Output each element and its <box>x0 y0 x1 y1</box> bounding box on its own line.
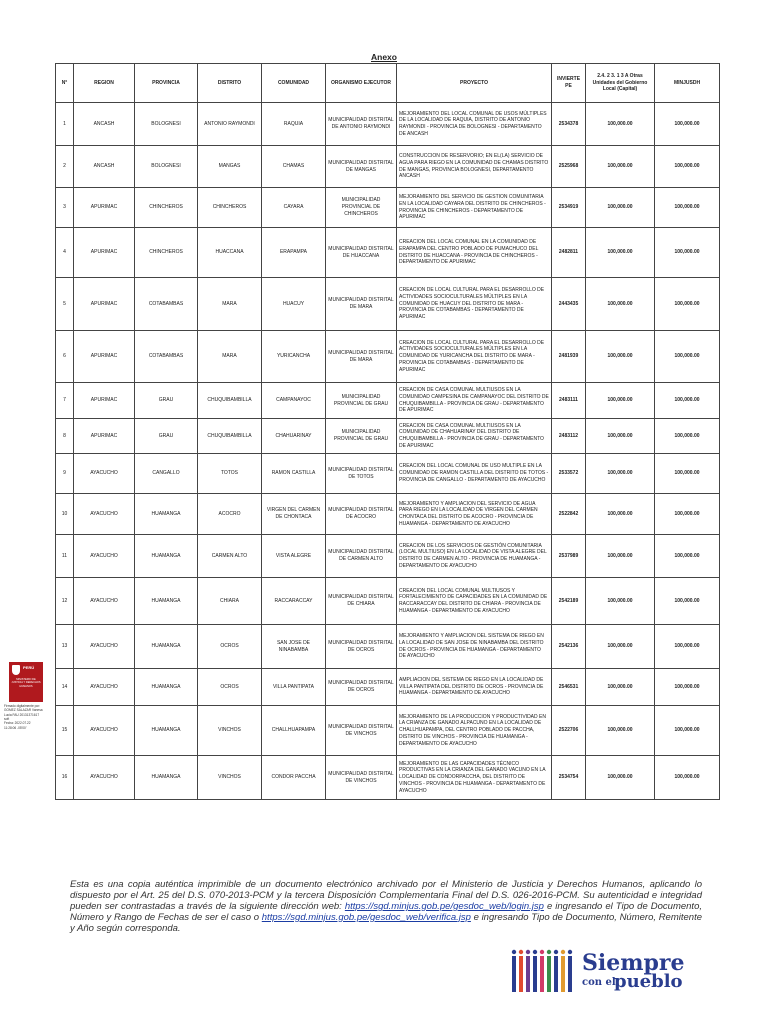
person-body-bar <box>561 956 565 992</box>
proyecto-cell: AMPLIACION DEL SISTEMA DE RIEGO EN LA LOCALIDAD DE VILLA PANTIPATA DEL DISTRITO DE OCROS - PROVINCIA DE HUAMANGA - DEPARTAMENTO DE AYACUCHO <box>397 669 552 706</box>
row-number: 13 <box>56 625 74 669</box>
organismo-cell: MUNICIPALIDAD DISTRITAL DE TOTOS <box>326 454 397 494</box>
person-body-bar <box>512 956 516 992</box>
comunidad-cell: CHALLHUAPAMPA <box>262 706 326 756</box>
comunidad-cell: CHAMAS <box>262 146 326 188</box>
logo-label: PERÚ <box>23 665 35 670</box>
invierte-cell: 2534919 <box>552 188 586 228</box>
distrito-cell: ANTONIO RAYMONDI <box>198 103 262 146</box>
row-number: 14 <box>56 669 74 706</box>
brand-word-con-el: con el <box>582 977 616 988</box>
verify-link[interactable]: https://sgd.minjus.gob.pe/gesdoc_web/verifica.jsp <box>261 911 471 923</box>
region-cell: APURIMAC <box>74 331 135 383</box>
comunidad-cell: HUACUY <box>262 278 326 331</box>
region-cell: APURIMAC <box>74 383 135 419</box>
proyecto-cell: CREACION DE CASA COMUNAL MULTIUSOS EN LA COMUNIDAD DE CHAHUARINAY DEL DISTRITO DE CHUQUIBAMBILLA - PROVINCIA DE GRAU - DEPARTAMENTO DE APURIMAC <box>397 419 552 454</box>
minjusdh-cell: 100,000.00 <box>655 625 720 669</box>
minjusdh-cell: 100,000.00 <box>655 146 720 188</box>
otras-unidades-cell: 100,000.00 <box>586 103 655 146</box>
comunidad-cell: VISTA ALEGRE <box>262 535 326 578</box>
provincia-cell: CANGALLO <box>135 454 198 494</box>
provincia-cell: BOLOGNESI <box>135 103 198 146</box>
otras-unidades-cell: 100,000.00 <box>586 278 655 331</box>
table-row <box>56 146 720 188</box>
otras-unidades-cell: 100,000.00 <box>586 331 655 383</box>
annex-table <box>55 63 720 800</box>
otras-unidades-cell: 100,000.00 <box>586 535 655 578</box>
signature-line: soft <box>4 716 10 721</box>
person-head-icon <box>540 950 544 954</box>
otras-unidades-cell: 100,000.00 <box>586 228 655 278</box>
proyecto-cell: CREACION DE LOCAL CULTURAL PARA EL DESARROLLO DE ACTIVIDADES SOCIOCULTURALES MÚLTIPLES EN LA COMUNIDAD DE HUACUY DEL DISTRITO DE MARA - PROVINCIA DE COTABAMBAS - DEPARTAMENTO DE APURIMAC <box>397 278 552 331</box>
header-comunidad: COMUNIDAD <box>262 64 326 103</box>
table-row <box>56 625 720 669</box>
provincia-cell: CHINCHEROS <box>135 228 198 278</box>
person-body-bar <box>533 956 537 992</box>
region-cell: AYACUCHO <box>74 578 135 625</box>
minjusdh-cell: 100,000.00 <box>655 419 720 454</box>
signature-details <box>4 704 48 730</box>
region-cell: AYACUCHO <box>74 454 135 494</box>
comunidad-cell: CHAHUARINAY <box>262 419 326 454</box>
row-number: 2 <box>56 146 74 188</box>
invierte-cell: 2533572 <box>552 454 586 494</box>
row-number: 12 <box>56 578 74 625</box>
person-body-bar <box>568 956 572 992</box>
signature-line: Lucia FAU 20131371617 <box>4 712 40 717</box>
table-row <box>56 669 720 706</box>
minjusdh-cell: 100,000.00 <box>655 383 720 419</box>
comunidad-cell: CAMPANAYOC <box>262 383 326 419</box>
table-header-row <box>56 64 720 103</box>
person-head-icon <box>561 950 565 954</box>
comunidad-cell: RACCARACCAY <box>262 578 326 625</box>
region-cell: ANCASH <box>74 103 135 146</box>
proyecto-cell: CREACION DEL LOCAL COMUNAL EN LA COMUNIDAD DE ERAPAMPA DEL CENTRO POBLADO DE PUMACHUCO DEL DISTRITO DE HUACCANA - PROVINCIA DE CHINCHEROS - DEPARTAMENTO DE APURIMAC <box>397 228 552 278</box>
region-cell: AYACUCHO <box>74 669 135 706</box>
table-row <box>56 756 720 800</box>
distrito-cell: CHIARA <box>198 578 262 625</box>
row-number: 1 <box>56 103 74 146</box>
comunidad-cell: CONDOR PACCHA <box>262 756 326 800</box>
provincia-cell: HUAMANGA <box>135 625 198 669</box>
siempre-con-el-pueblo-logo <box>510 948 710 998</box>
person-head-icon <box>547 950 551 954</box>
header-distrito: DISTRITO <box>198 64 262 103</box>
region-cell: ANCASH <box>74 146 135 188</box>
row-number: 16 <box>56 756 74 800</box>
signature-line: GOMEZ SALAZAR Vanesa <box>4 708 43 713</box>
minjusdh-cell: 100,000.00 <box>655 756 720 800</box>
table-row <box>56 494 720 535</box>
brand-word-pueblo: pueblo <box>614 971 683 992</box>
comunidad-cell: VILLA PANTIPATA <box>262 669 326 706</box>
digital-signature-stamp <box>4 662 48 730</box>
organismo-cell: MUNICIPALIDAD DISTRITAL DE OCROS <box>326 625 397 669</box>
region-cell: APURIMAC <box>74 228 135 278</box>
region-cell: AYACUCHO <box>74 706 135 756</box>
proyecto-cell: CONSTRUCCION DE RESERVORIO; EN EL(LA) SERVICIO DE AGUA PARA RIEGO EN LA COMUNIDAD DE CHAMAS DISTRITO DE MANGAS, PROVINCIA BOLOGNESI, DEPARTAMENTO ANCASH <box>397 146 552 188</box>
row-number: 4 <box>56 228 74 278</box>
invierte-cell: 2534754 <box>552 756 586 800</box>
minjusdh-cell: 100,000.00 <box>655 494 720 535</box>
table-row <box>56 578 720 625</box>
login-link[interactable]: https://sgd.minjus.gob.pe/gesdoc_web/login.jsp <box>344 900 544 912</box>
comunidad-cell: ERAPAMPA <box>262 228 326 278</box>
distrito-cell: ACOCRO <box>198 494 262 535</box>
proyecto-cell: MEJORAMIENTO Y AMPLIACION DEL SERVICIO DE AGUA PARA RIEGO EN LA LOCALIDAD DE VIRGEN DEL CARMEN CHONTACA DEL DISTRITO DE ACOCRO - PROVINCIA DE HUAMANGA - DEPARTAMENTO DE AYACUCHO <box>397 494 552 535</box>
person-head-icon <box>533 950 537 954</box>
distrito-cell: CARMEN ALTO <box>198 535 262 578</box>
proyecto-cell: MEJORAMIENTO DE LAS CAPACIDADES TÉCNICO PRODUCTIVAS EN LA CRIANZA DEL GANADO VACUNO EN LA LOCALIDAD DE CONDORPACCHA, DEL DISTRITO DE VINCHOS - PROVINCIA DE HUAMANGA - DEPARTAMENTO DE AYACUCHO <box>397 756 552 800</box>
organismo-cell: MUNICIPALIDAD DISTRITAL DE ANTONIO RAYMONDI <box>326 103 397 146</box>
organismo-cell: MUNICIPALIDAD DISTRITAL DE CARMEN ALTO <box>326 535 397 578</box>
minjusdh-cell: 100,000.00 <box>655 578 720 625</box>
provincia-cell: CHINCHEROS <box>135 188 198 228</box>
signature-line: Fecha: 2022.07.22 <box>4 721 31 726</box>
region-cell: APURIMAC <box>74 278 135 331</box>
minjusdh-cell: 100,000.00 <box>655 706 720 756</box>
provincia-cell: HUAMANGA <box>135 535 198 578</box>
note-text: Esta es una copia auténtica imprimible de un documento electrónico archivado por el Ministerio de Justicia y Derechos Humanos, aplicando lo dispuesto por el Art. 25 del D.S. 070-2013-PCM y la tercera Disposición Complementaria Final del D.S. 026-2016-PCM. Su autenticidad e integridad pueden ser contrastadas a través de la siguiente dirección web: <box>70 879 702 912</box>
distrito-cell: CHINCHEROS <box>198 188 262 228</box>
header-n: N° <box>56 64 74 103</box>
provincia-cell: HUAMANGA <box>135 669 198 706</box>
distrito-cell: MANGAS <box>198 146 262 188</box>
minjusdh-cell: 100,000.00 <box>655 454 720 494</box>
provincia-cell: COTABAMBAS <box>135 331 198 383</box>
signature-line: Firmado digitalmente por: <box>4 704 41 708</box>
region-cell: AYACUCHO <box>74 625 135 669</box>
minjusdh-cell: 100,000.00 <box>655 228 720 278</box>
table-row <box>56 278 720 331</box>
person-body-bar <box>547 956 551 992</box>
provincia-cell: HUAMANGA <box>135 578 198 625</box>
person-head-icon <box>519 950 523 954</box>
distrito-cell: OCROS <box>198 669 262 706</box>
invierte-cell: 2482811 <box>552 228 586 278</box>
minjusdh-cell: 100,000.00 <box>655 278 720 331</box>
provincia-cell: GRAU <box>135 383 198 419</box>
header-region: REGION <box>74 64 135 103</box>
person-body-bar <box>526 956 530 992</box>
distrito-cell: MARA <box>198 278 262 331</box>
otras-unidades-cell: 100,000.00 <box>586 578 655 625</box>
shield-icon <box>12 665 20 675</box>
brand-word-siempre: Siempre <box>582 950 685 976</box>
region-cell: AYACUCHO <box>74 535 135 578</box>
table-row <box>56 331 720 383</box>
region-cell: APURIMAC <box>74 188 135 228</box>
proyecto-cell: MEJORAMIENTO DEL SERVICIO DE GESTION COMUNITARIA EN LA LOCALIDAD CAYARA DEL DISTRITO DE CHINCHEROS - PROVINCIA DE CHINCHEROS - DEPARTAMENTO DE APURIMAC <box>397 188 552 228</box>
otras-unidades-cell: 100,000.00 <box>586 669 655 706</box>
person-head-icon <box>526 950 530 954</box>
row-number: 6 <box>56 331 74 383</box>
invierte-cell: 2481939 <box>552 331 586 383</box>
invierte-cell: 2542136 <box>552 625 586 669</box>
invierte-cell: 2522842 <box>552 494 586 535</box>
table-row <box>56 535 720 578</box>
table-row <box>56 383 720 419</box>
organismo-cell: MUNICIPALIDAD PROVINCIAL DE GRAU <box>326 383 397 419</box>
ministry-logo <box>9 662 43 702</box>
distrito-cell: CHUQUIBAMBILLA <box>198 419 262 454</box>
otras-unidades-cell: 100,000.00 <box>586 756 655 800</box>
region-cell: APURIMAC <box>74 419 135 454</box>
region-cell: AYACUCHO <box>74 494 135 535</box>
provincia-cell: HUAMANGA <box>135 494 198 535</box>
header-organismo: ORGANISMO EJECUTOR <box>326 64 397 103</box>
proyecto-cell: MEJORAMIENTO DEL LOCAL COMUNAL DE USOS MÚLTIPLES DE LA LOCALIDAD DE RAQUIA, DISTRITO DE ANTONIO RAYMONDI - PROVINCIA DE BOLOGNESI - DEPARTAMENTO DE ANCASH <box>397 103 552 146</box>
proyecto-cell: CREACION DE LOS SERVICIOS DE GESTIÓN COMUNITARIA (LOCAL MULTIUSO) EN LA LOCALIDAD DE VISTA ALEGRE DEL DISTRITO DE CARMEN ALTO - PROVINCIA DE HUAMANGA - DEPARTAMENTO DE AYACUCHO <box>397 535 552 578</box>
minjusdh-cell: 100,000.00 <box>655 188 720 228</box>
otras-unidades-cell: 100,000.00 <box>586 419 655 454</box>
person-head-icon <box>512 950 516 954</box>
otras-unidades-cell: 100,000.00 <box>586 494 655 535</box>
provincia-cell: HUAMANGA <box>135 756 198 800</box>
comunidad-cell: YURICANCHA <box>262 331 326 383</box>
table-row <box>56 188 720 228</box>
comunidad-cell: SAN JOSE DE NINABAMBA <box>262 625 326 669</box>
table-row <box>56 706 720 756</box>
invierte-cell: 2542189 <box>552 578 586 625</box>
page-title: Anexo <box>371 52 397 62</box>
table-row <box>56 103 720 146</box>
header-minjusdh: MINJUSDH <box>655 64 720 103</box>
distrito-cell: MARA <box>198 331 262 383</box>
row-number: 15 <box>56 706 74 756</box>
proyecto-cell: CREACION DEL LOCAL COMUNAL MULTIUSOS Y FORTALECIMIENTO DE CAPACIDADES EN LA COMUNIDAD DE RACCARACCAY DEL DISTRITO DE CHIARA - PROVINCIA DE HUAMANGA - DEPARTAMENTO DE AYACUCHO <box>397 578 552 625</box>
proyecto-cell: MEJORAMIENTO Y AMPLIACION DEL SISTEMA DE RIEGO EN LA LOCALIDAD DE SAN JOSE DE NINABAMBA DEL DISTRITO DE OCROS - PROVINCIA DE HUAMANGA - DEPARTAMENTO DE AYACUCHO <box>397 625 552 669</box>
organismo-cell: MUNICIPALIDAD DISTRITAL DE MARA <box>326 331 397 383</box>
distrito-cell: TOTOS <box>198 454 262 494</box>
row-number: 11 <box>56 535 74 578</box>
row-number: 10 <box>56 494 74 535</box>
organismo-cell: MUNICIPALIDAD DISTRITAL DE HUACCANA <box>326 228 397 278</box>
comunidad-cell: RAMON CASTILLA <box>262 454 326 494</box>
proyecto-cell: CREACION DEL LOCAL COMUNAL DE USO MULTIPLE EN LA COMUNIDAD DE RAMON CASTILLA DEL DISTRITO DE TOTOS - PROVINCIA DE CANGALLO - DEPARTAMENTO DE AYACUCHO <box>397 454 552 494</box>
header-provincia: PROVINCIA <box>135 64 198 103</box>
organismo-cell: MUNICIPALIDAD DISTRITAL DE MARA <box>326 278 397 331</box>
distrito-cell: VINCHOS <box>198 756 262 800</box>
otras-unidades-cell: 100,000.00 <box>586 383 655 419</box>
invierte-cell: 2534378 <box>552 103 586 146</box>
organismo-cell: MUNICIPALIDAD DISTRITAL DE ACOCRO <box>326 494 397 535</box>
provincia-cell: HUAMANGA <box>135 706 198 756</box>
header-proyecto: PROYECTO <box>397 64 552 103</box>
table-row <box>56 454 720 494</box>
ministry-name: MINISTERIO DE JUSTICIA Y DERECHOS HUMANOS <box>11 678 41 688</box>
organismo-cell: MUNICIPALIDAD PROVINCIAL DE CHINCHEROS <box>326 188 397 228</box>
row-number: 3 <box>56 188 74 228</box>
comunidad-cell: VIRGEN DEL CARMEN DE CHONTACA <box>262 494 326 535</box>
row-number: 9 <box>56 454 74 494</box>
minjusdh-cell: 100,000.00 <box>655 669 720 706</box>
organismo-cell: MUNICIPALIDAD DISTRITAL DE CHIARA <box>326 578 397 625</box>
proyecto-cell: MEJORAMIENTO DE LA PRODUCCION Y PRODUCTIVIDAD EN LA CRIANZA DE GANADO ALPACUNO EN LA LOCALIDAD DE CHALLHUAPAMPA, DEL CENTRO POBLADO DE PACCHA, DISTRITO DE VINCHOS - PROVINCIA DE HUAMANGA - DEPARTAMENTO DE AYACUCHO <box>397 706 552 756</box>
provincia-cell: BOLOGNESI <box>135 146 198 188</box>
invierte-cell: 2483112 <box>552 419 586 454</box>
provincia-cell: COTABAMBAS <box>135 278 198 331</box>
provincia-cell: GRAU <box>135 419 198 454</box>
person-body-bar <box>554 956 558 992</box>
people-bars-icon <box>510 948 576 994</box>
otras-unidades-cell: 100,000.00 <box>586 146 655 188</box>
proyecto-cell: CREACION DE LOCAL CULTURAL PARA EL DESARROLLO DE ACTIVIDADES SOCIOCULTURALES MÚLTIPLES EN LA COMUNIDAD DE YURICANCHA DEL DISTRITO DE MARA - PROVINCIA DE COTABAMBAS - DEPARTAMENTO DE APURIMAC <box>397 331 552 383</box>
row-number: 7 <box>56 383 74 419</box>
distrito-cell: OCROS <box>198 625 262 669</box>
otras-unidades-cell: 100,000.00 <box>586 625 655 669</box>
organismo-cell: MUNICIPALIDAD DISTRITAL DE MANGAS <box>326 146 397 188</box>
organismo-cell: MUNICIPALIDAD DISTRITAL DE OCROS <box>326 669 397 706</box>
header-invierte: INVIERTE PE <box>552 64 586 103</box>
header-otras-unidades: 2.4. 2 3. 1 3 A Otras Unidades del Gobierno Local (Capital) <box>586 64 655 103</box>
person-head-icon <box>554 950 558 954</box>
table-row <box>56 228 720 278</box>
minjusdh-cell: 100,000.00 <box>655 331 720 383</box>
otras-unidades-cell: 100,000.00 <box>586 188 655 228</box>
invierte-cell: 2522706 <box>552 706 586 756</box>
row-number: 8 <box>56 419 74 454</box>
row-number: 5 <box>56 278 74 331</box>
region-cell: AYACUCHO <box>74 756 135 800</box>
minjusdh-cell: 100,000.00 <box>655 535 720 578</box>
person-body-bar <box>519 956 523 992</box>
comunidad-cell: CAYARA <box>262 188 326 228</box>
organismo-cell: MUNICIPALIDAD PROVINCIAL DE GRAU <box>326 419 397 454</box>
distrito-cell: VINCHOS <box>198 706 262 756</box>
authenticity-note <box>70 880 702 935</box>
person-body-bar <box>540 956 544 992</box>
invierte-cell: 2443435 <box>552 278 586 331</box>
proyecto-cell: CREACION DE CASA COMUNAL MULTIUSOS EN LA COMUNIDAD CAMPESINA DE CAMPANAYOC DEL DISTRITO DE CHUQUIBAMBILLA - PROVINCIA DE GRAU - DEPARTAMENTO DE APURIMAC <box>397 383 552 419</box>
invierte-cell: 2525968 <box>552 146 586 188</box>
invierte-cell: 2546531 <box>552 669 586 706</box>
minjusdh-cell: 100,000.00 <box>655 103 720 146</box>
otras-unidades-cell: 100,000.00 <box>586 706 655 756</box>
distrito-cell: HUACCANA <box>198 228 262 278</box>
table-row <box>56 419 720 454</box>
organismo-cell: MUNICIPALIDAD DISTRITAL DE VINCHOS <box>326 706 397 756</box>
note-text: e ingresando Tipo de Documento, Número, Remitente y Año según corresponda. <box>70 911 702 934</box>
invierte-cell: 2537989 <box>552 535 586 578</box>
comunidad-cell: RAQUIA <box>262 103 326 146</box>
signature-line: 11:28:06 -05'00' <box>4 725 27 730</box>
otras-unidades-cell: 100,000.00 <box>586 454 655 494</box>
person-head-icon <box>568 950 572 954</box>
note-text: e ingresando el Tipo de Documento, Número y Rango de Fechas de ser el caso o <box>70 900 702 923</box>
invierte-cell: 2483111 <box>552 383 586 419</box>
organismo-cell: MUNICIPALIDAD DISTRITAL DE VINCHOS <box>326 756 397 800</box>
distrito-cell: CHUQUIBAMBILLA <box>198 383 262 419</box>
